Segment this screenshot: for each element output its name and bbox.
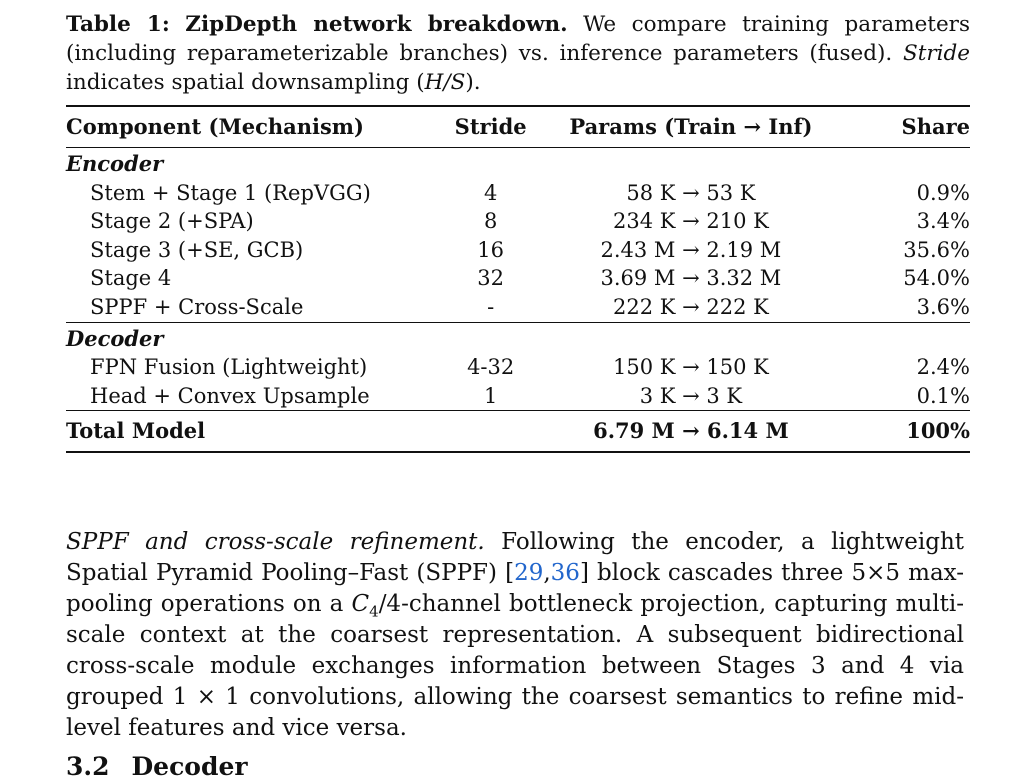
table-header-row (66, 106, 970, 148)
cell-stride: 4-32 (467, 355, 515, 380)
cell-share: 54.0% (903, 266, 970, 291)
paragraph-text-3: /4-channel bottleneck projection, capturing multi-scale context at the coarsest representation. A subsequent bidirectional cross-scale module exchanges information between Stages 3 and 4 via grouped 1 × 1 convolutions, allowing the coarsest semantics to refine mid-level features and vice versa. (66, 591, 965, 741)
caption-label: Table 1: (66, 12, 170, 37)
cell-params: 2.43 M → 2.19 M (600, 237, 782, 262)
cell-share: 0.1% (916, 383, 970, 408)
cell-params: 234 K → 210 K (612, 209, 769, 234)
caption-formula: H/S (424, 70, 466, 95)
caption-text-a: We compare training parameters (including reparameterizable branches) vs. inference parameters (fused). (66, 12, 970, 66)
citation-link[interactable]: 36 (550, 560, 580, 586)
caption-text-c: ). (465, 70, 481, 95)
cell-component: FPN Fusion (Lightweight) (90, 355, 368, 380)
table-row (66, 353, 970, 382)
header-params: Params (Train → Inf) (539, 106, 842, 148)
math-variable: C (351, 591, 370, 617)
header-component: Component (Mechanism) (66, 106, 442, 148)
cell-stride: 1 (483, 383, 498, 408)
paragraph-text-1: Following the encoder, a lightweight Spatial Pyramid Pooling–Fast (SPPF) [ (66, 529, 965, 586)
cell-stride: 32 (477, 266, 505, 291)
cell-params: 150 K → 150 K (612, 355, 769, 380)
cell-share: 3.4% (916, 209, 970, 234)
total-stride (442, 411, 539, 453)
cell-component: SPPF + Cross-Scale (90, 294, 304, 319)
cell-stride: 16 (477, 237, 505, 262)
cell-stride: - (487, 294, 495, 319)
cell-params: 222 K → 222 K (612, 294, 769, 319)
caption-text-b: indicates spatial downsampling ( (66, 70, 425, 95)
cell-component: Head + Convex Upsample (90, 383, 370, 408)
table-row (66, 207, 970, 236)
header-stride: Stride (442, 106, 539, 148)
section-number: 3.2 (66, 752, 110, 781)
cell-params: 58 K → 53 K (626, 180, 756, 205)
total-row (66, 411, 970, 453)
total-share: 100% (843, 411, 970, 453)
citation-link[interactable]: 29 (514, 560, 544, 586)
total-params: 6.79 M → 6.14 M (539, 411, 842, 453)
cell-component: Stem + Stage 1 (RepVGG) (90, 180, 371, 205)
table-caption (66, 10, 970, 97)
table-row (66, 382, 970, 411)
paper-page (66, 10, 970, 453)
cell-share: 3.6% (916, 294, 970, 319)
table-row (66, 236, 970, 265)
math-subscript: 4 (369, 602, 379, 621)
cell-component: Stage 2 (+SPA) (90, 209, 254, 234)
total-component: Total Model (66, 411, 442, 453)
breakdown-table (66, 105, 970, 453)
header-share: Share (843, 106, 970, 148)
section-heading (66, 752, 248, 781)
cell-stride: 4 (483, 180, 498, 205)
decoder-section-label: Decoder (66, 322, 970, 353)
table-row (66, 293, 970, 322)
citation-separator: , (543, 560, 551, 586)
caption-title: ZipDepth network breakdown. (185, 12, 568, 37)
caption-stride-word: Stride (902, 41, 970, 66)
paragraph-lead: SPPF and cross-scale refinement. (66, 529, 485, 555)
cell-stride: 8 (483, 209, 498, 234)
table-row (66, 179, 970, 208)
section-title: Decoder (131, 752, 248, 781)
encoder-section-row (66, 148, 970, 179)
cell-share: 35.6% (903, 237, 970, 262)
paragraph-text-2: ] block cascades three 5×5 max-pooling operations on a (66, 560, 964, 617)
cell-params: 3.69 M → 3.32 M (600, 266, 782, 291)
cell-component: Stage 4 (90, 266, 172, 291)
sppf-paragraph (66, 527, 964, 744)
table-row (66, 264, 970, 293)
cell-share: 2.4% (916, 355, 970, 380)
decoder-section-row (66, 322, 970, 353)
cell-share: 0.9% (916, 180, 970, 205)
encoder-section-label: Encoder (66, 151, 164, 176)
cell-component: Stage 3 (+SE, GCB) (90, 237, 304, 262)
cell-params: 3 K → 3 K (639, 383, 743, 408)
